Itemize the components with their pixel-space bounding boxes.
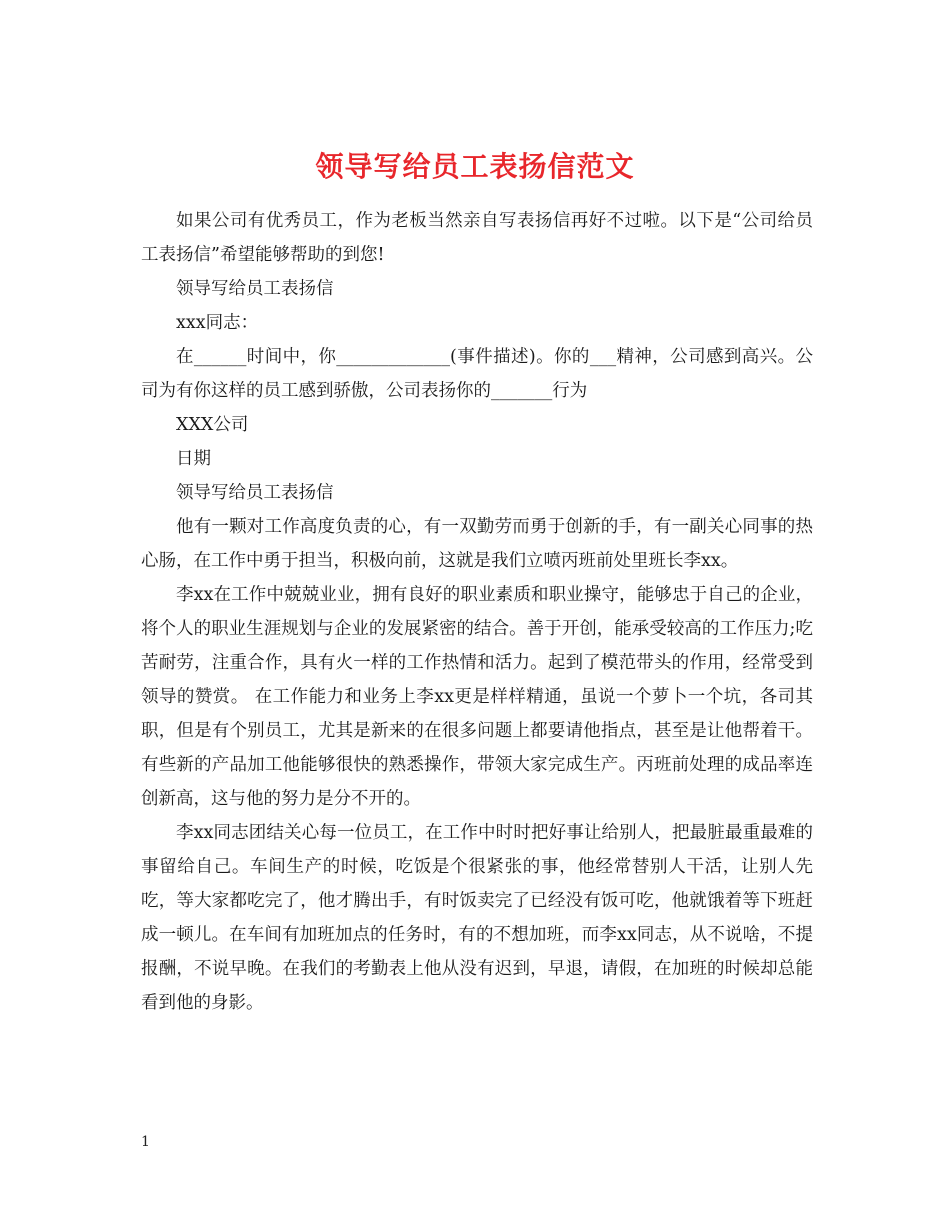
letter-signature-company: XXX公司	[176, 415, 249, 435]
letter-signature-date: 日期	[176, 449, 211, 469]
body-paragraph: 李xx在工作中兢兢业业，拥有良好的职业素质和职业操守，能够忠于自己的企业，将个人的职业生涯规划与企业的发展紧密的结合。善于开创，能承受较高的工作压力;吃苦耐劳，注重合作，具有火一样的工作热情和活力。起到了模范带头的作用，经常受到领导的赞赏。 在工作能力和业务上李xx更是样样精通，虽说一个萝卜一个坑，各司其职，但是有个别员工，尤其是新来的在很多问题上都要请他指点，甚至是让他帮着干。有些新的产品加工他能够很快的熟悉操作，带领大家完成生产。丙班前处理的成品率连创新高，这与他的努力是分不开的。	[141, 585, 813, 809]
intro-paragraph: 如果公司有优秀员工，作为老板当然亲自写表扬信再好不过啦。以下是“公司给员工表扬信”希望能够帮助的到您!	[141, 211, 813, 265]
letter-salutation: xxx同志：	[176, 313, 259, 333]
letter-heading-2: 领导写给员工表扬信	[176, 483, 334, 503]
document-body	[141, 204, 813, 1020]
body-paragraph: 李xx同志团结关心每一位员工，在工作中时时把好事让给别人，把最脏最重最难的事留给自己。车间生产的时候，吃饭是个很紧张的事，他经常替别人干活，让别人先吃，等大家都吃完了，他才腾出手，有时饭卖完了已经没有饭可吃，他就饿着等下班赶成一顿儿。在车间有加班加点的任务时，有的不想加班，而李xx同志，从不说啥，不提报酬，不说早晚。在我们的考勤表上他从没有迟到，早退，请假，在加班的时候却总能看到他的身影。	[141, 823, 813, 1013]
letter-template-body: 在______时间中，你_____________(事件描述)。你的___精神，公司感到高兴。公司为有你这样的员工感到骄傲，公司表扬你的_______行为	[141, 347, 813, 401]
page-number: 1	[141, 1134, 150, 1150]
letter-heading-1: 领导写给员工表扬信	[176, 279, 334, 299]
body-paragraph: 他有一颗对工作高度负责的心，有一双勤劳而勇于创新的手，有一副关心同事的热心肠，在工作中勇于担当，积极向前，这就是我们立喷丙班前处里班长李xx。	[141, 517, 813, 571]
document-title: 领导写给员工表扬信范文	[315, 149, 635, 183]
